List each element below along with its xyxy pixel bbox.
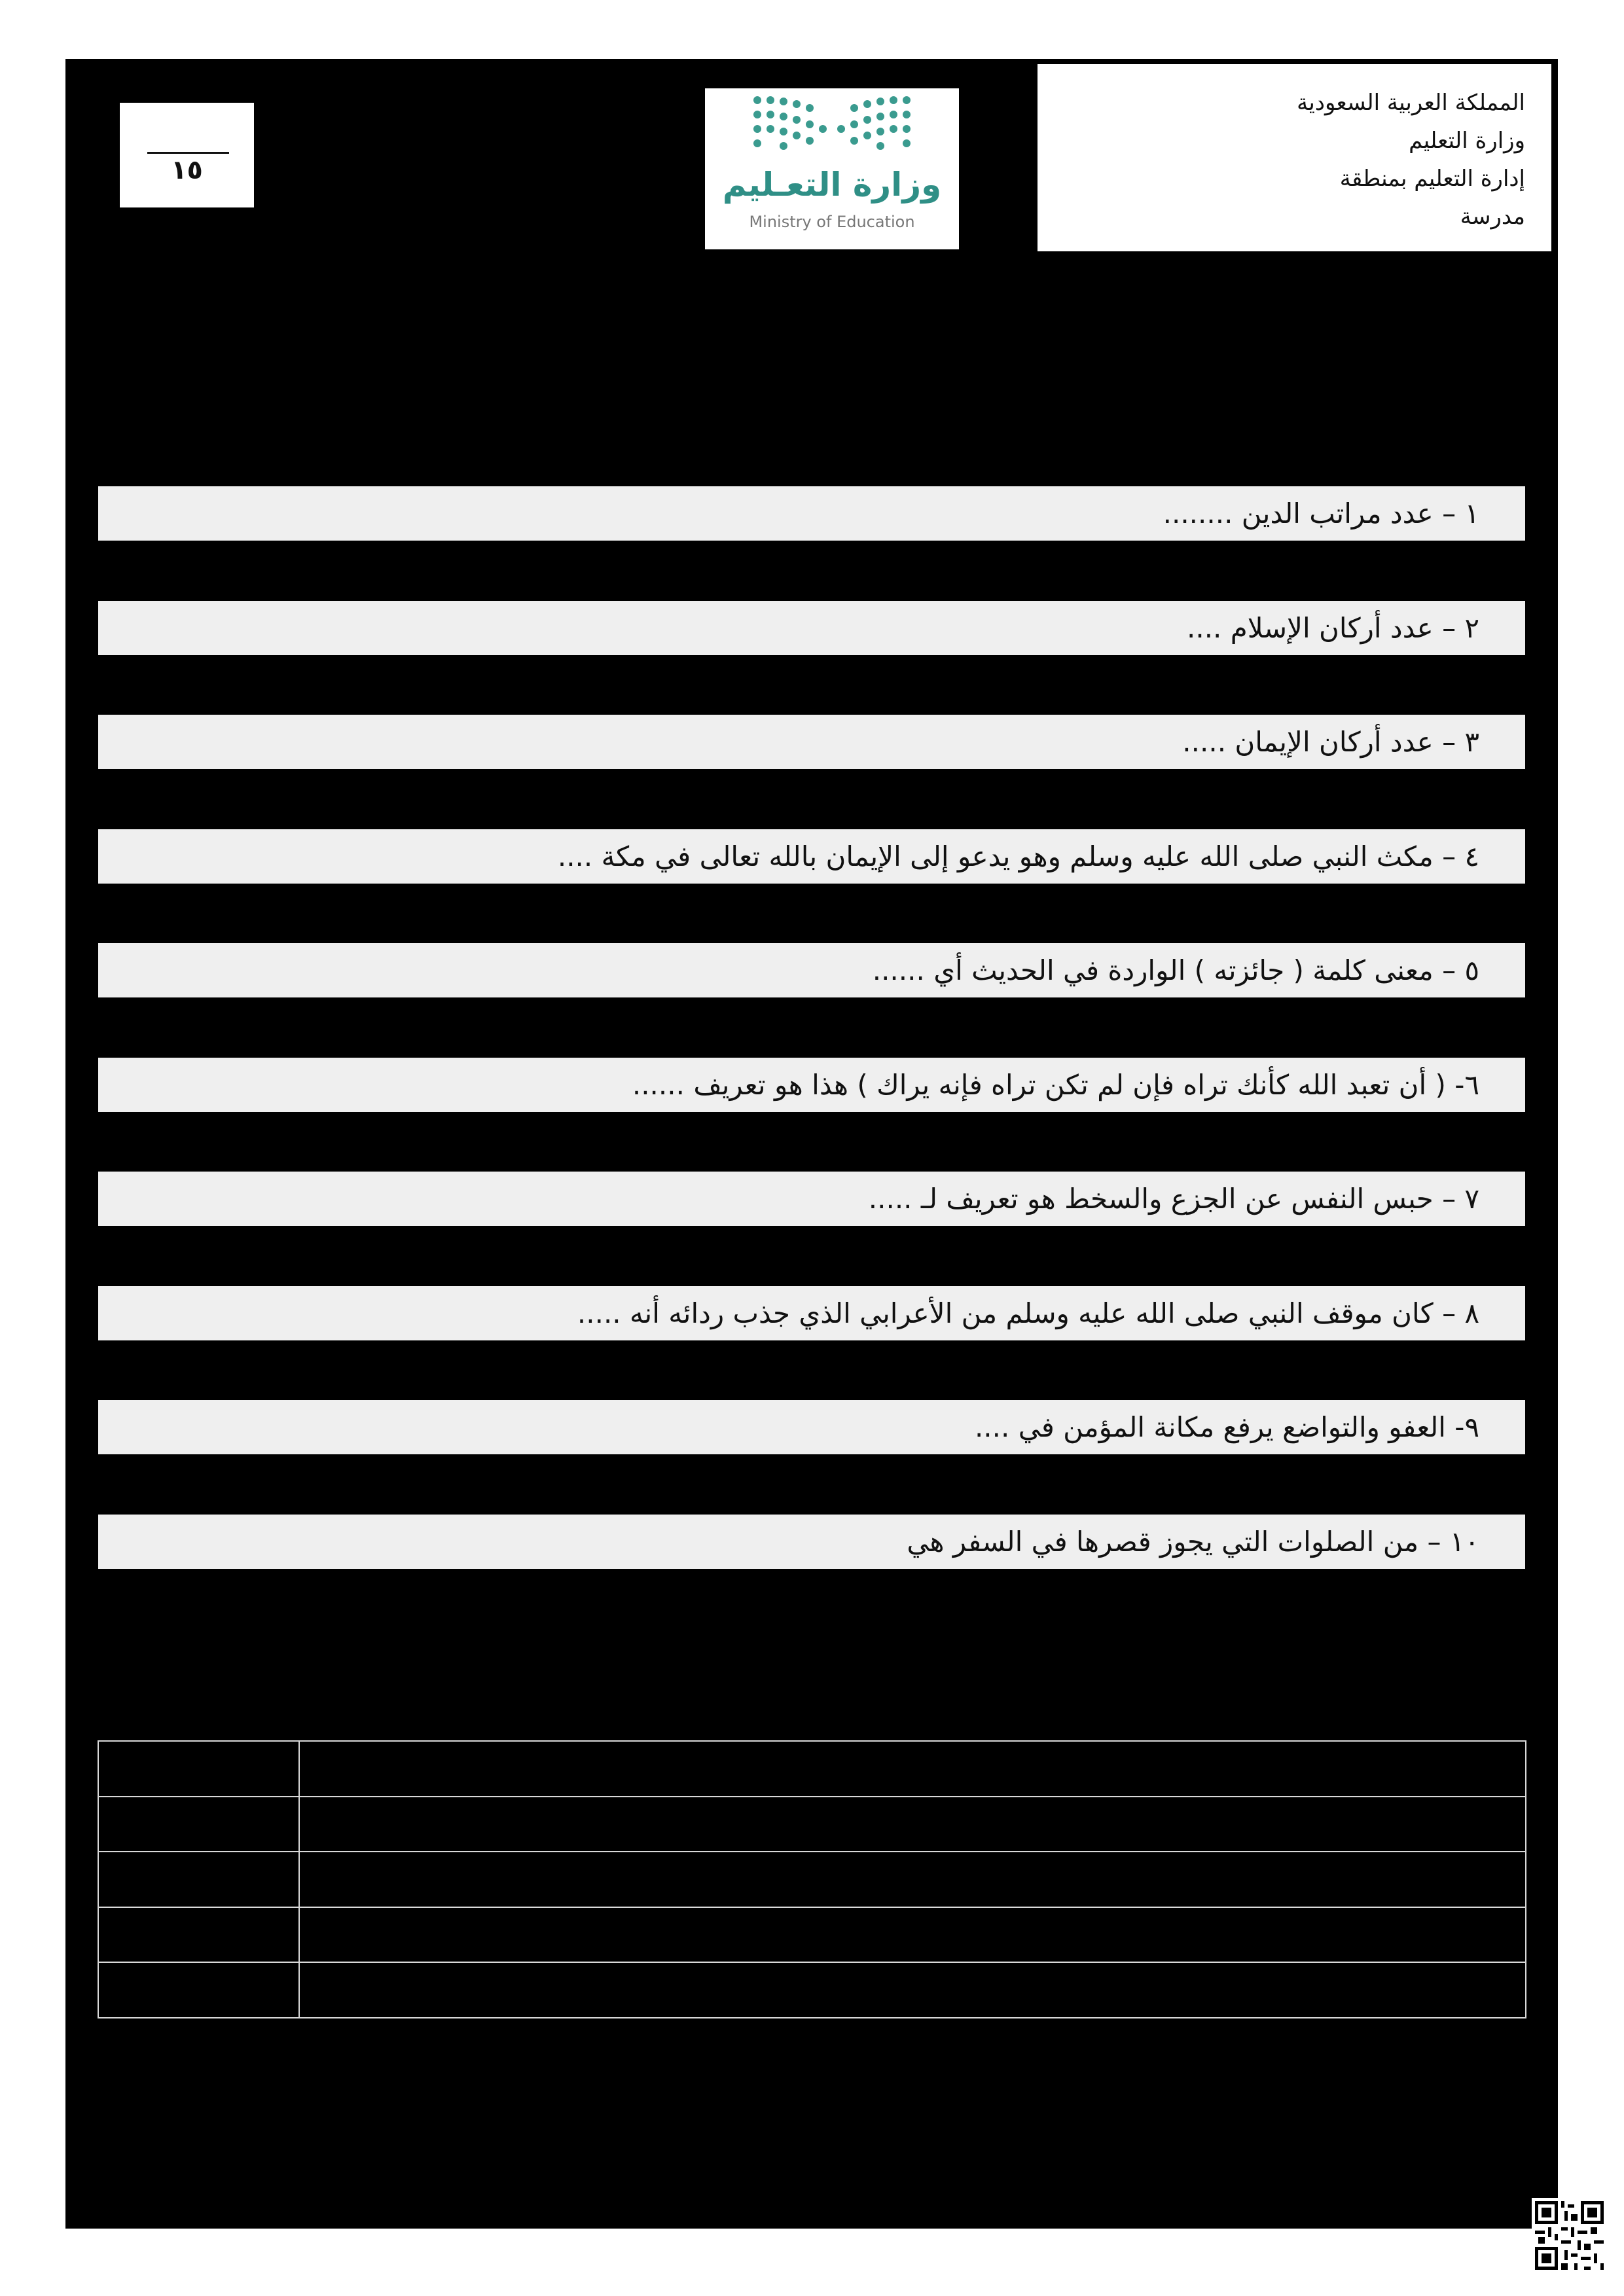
- question-text: ٥ – معنى كلمة ( جائزته ) الواردة في الحديث أي ......: [872, 954, 1479, 986]
- question-text: ٩- العفو والتواضع يرفع مكانة المؤمن في ....: [974, 1411, 1479, 1443]
- question-text: ٤ – مكث النبي صلى الله عليه وسلم وهو يدعو إلى الإيمان بالله تعالى في مكة ....: [557, 840, 1479, 872]
- table-cell[interactable]: [98, 1741, 299, 1797]
- question-row: [98, 829, 1525, 884]
- question-row: [98, 1286, 1525, 1340]
- table-cell[interactable]: [98, 1907, 299, 1963]
- header-country: المملكة العربية السعودية: [1297, 90, 1525, 116]
- ministry-logo: [705, 88, 959, 249]
- answer-table: [98, 1740, 1526, 2018]
- logo-english-text: Ministry of Education: [749, 213, 915, 231]
- question-row: [98, 1058, 1525, 1112]
- table-row: [98, 1852, 1526, 1907]
- question-row: [98, 943, 1525, 997]
- qr-code[interactable]: [1532, 2198, 1607, 2273]
- question-text: ٧ – حبس النفس عن الجزع والسخط هو تعريف لـ .....: [868, 1183, 1479, 1215]
- question-row: [98, 1172, 1525, 1226]
- table-row: [98, 1797, 1526, 1852]
- table-cell[interactable]: [98, 1852, 299, 1907]
- table-cell[interactable]: [98, 1962, 299, 2018]
- school-header: [1038, 64, 1551, 251]
- table-cell[interactable]: [98, 1797, 299, 1852]
- table-row: [98, 1907, 1526, 1963]
- table-row: [98, 1962, 1526, 2018]
- header-ministry: وزارة التعليم: [1409, 128, 1525, 154]
- logo-arabic-text: وزارة التعـليم: [722, 166, 942, 204]
- question-row: [98, 1515, 1525, 1569]
- logo-dots-icon: [705, 88, 959, 160]
- question-row: [98, 1400, 1525, 1454]
- question-text: ٢ – عدد أركان الإسلام ....: [1187, 612, 1479, 644]
- table-cell[interactable]: [299, 1852, 1526, 1907]
- table-cell[interactable]: [299, 1741, 1526, 1797]
- table-cell[interactable]: [299, 1962, 1526, 2018]
- qr-code-icon: [1532, 2198, 1607, 2273]
- table-row: [98, 1741, 1526, 1797]
- grade-total: ١٥: [171, 155, 203, 185]
- question-row: [98, 486, 1525, 541]
- table-cell[interactable]: [299, 1797, 1526, 1852]
- table-cell[interactable]: [299, 1907, 1526, 1963]
- question-text: ٨ – كان موقف النبي صلى الله عليه وسلم من الأعرابي الذي جذب ردائه أنه .....: [577, 1297, 1479, 1329]
- grade-box: [120, 103, 254, 207]
- header-school: مدرسة: [1460, 204, 1525, 230]
- grade-fraction-line: [147, 152, 229, 154]
- question-text: ٣ – عدد أركان الإيمان .....: [1182, 726, 1479, 758]
- question-row: [98, 715, 1525, 769]
- question-row: [98, 601, 1525, 655]
- header-region: إدارة التعليم بمنطقة: [1339, 166, 1525, 192]
- question-text: ١٠ – من الصلوات التي يجوز قصرها في السفر هي: [907, 1526, 1479, 1558]
- question-text: ١ – عدد مراتب الدين ........: [1163, 497, 1479, 529]
- question-text: ٦- ( أن تعبد الله كأنك تراه فإن لم تكن تراه فإنه يراك ) هذا هو تعريف ......: [632, 1069, 1479, 1101]
